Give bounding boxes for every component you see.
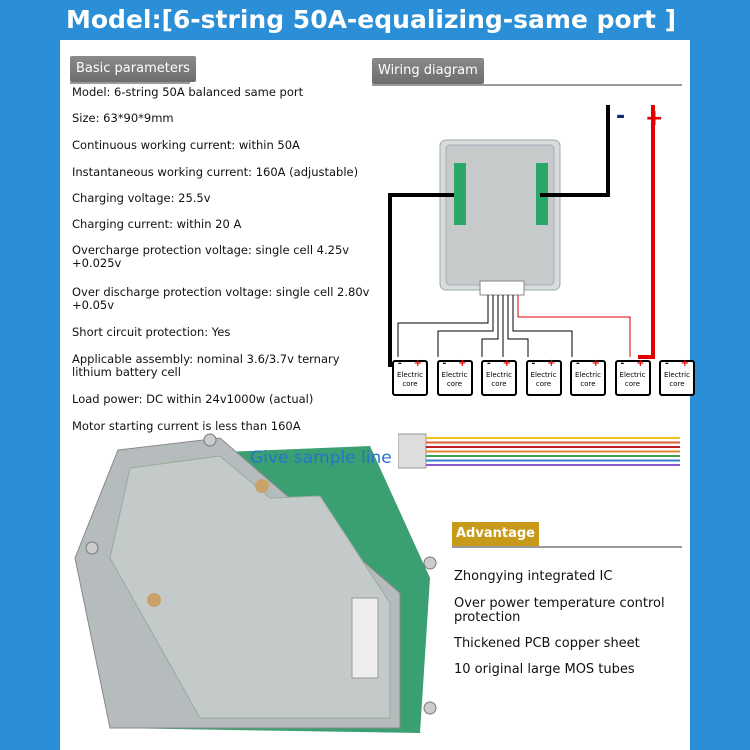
cell-positive-terminal: + — [413, 358, 422, 369]
parameter-item: Model: 6-string 50A balanced same port — [72, 85, 304, 99]
battery-cell — [437, 360, 473, 396]
battery-cell — [526, 360, 562, 396]
cell-negative-terminal: - — [442, 359, 447, 369]
wiring-diagram-heading: Wiring diagram — [372, 58, 484, 84]
battery-cell — [392, 360, 428, 396]
cell-negative-terminal: - — [398, 359, 402, 369]
parameter-item: Applicable assembly: nominal 3.6/3.7v ternary lithium battery cell — [72, 352, 340, 379]
parameter-item: Overcharge protection voltage: single cell 4.25v +0.025v — [72, 243, 350, 270]
balance-wire-positive — [518, 295, 630, 357]
parameter-item: Charging voltage: 25.5v — [72, 191, 211, 205]
divider — [372, 84, 682, 86]
cell-label: Electric core — [441, 371, 468, 388]
solder-pad — [147, 593, 161, 607]
basic-parameters-heading: Basic parameters — [70, 56, 196, 82]
cell-positive-terminal: + — [636, 358, 645, 369]
cell-negative-terminal: - — [620, 359, 625, 369]
negative-symbol: - — [616, 104, 626, 129]
parameter-item: Charging current: within 20 A — [72, 217, 242, 231]
parameter-item: Continuous working current: within 50A — [72, 138, 300, 152]
parameter-item: Motor starting current is less than 160A — [72, 419, 301, 433]
balance-connector — [480, 281, 524, 295]
bms-product-photo — [70, 428, 450, 748]
cell-label: Electric core — [530, 371, 557, 388]
cell-negative-terminal: - — [531, 359, 536, 369]
battery-cell — [659, 360, 695, 396]
cell-positive-terminal: + — [547, 358, 556, 369]
cable-connector — [398, 434, 426, 468]
cell-label: Electric core — [486, 371, 512, 388]
cell-negative-terminal: - — [487, 359, 491, 369]
advantage-item: 10 original large MOS tubes — [454, 662, 635, 677]
cell-positive-terminal: + — [458, 358, 467, 369]
sample-line-caption: Give sample line — [250, 448, 392, 468]
divider — [452, 546, 682, 548]
advantage-item: Zhongying integrated IC — [454, 569, 613, 584]
battery-cell — [615, 360, 651, 396]
cell-positive-terminal: + — [591, 358, 600, 369]
positive-wire — [638, 105, 653, 357]
page-title: Model:[6-string 50A-equalizing-same port ] — [0, 0, 750, 40]
cell-label: Electric core — [575, 371, 601, 388]
cell-negative-terminal: - — [665, 359, 669, 369]
cable-wires — [426, 438, 680, 465]
sample-line-cable — [398, 428, 682, 472]
parameter-item: Short circuit protection: Yes — [72, 325, 231, 339]
cell-positive-terminal: + — [502, 358, 511, 369]
cell-label: Electric core — [397, 371, 423, 388]
screw — [86, 542, 98, 554]
battery-cell — [570, 360, 606, 396]
board-pad-left — [454, 163, 466, 225]
divider — [70, 82, 190, 84]
cell-positive-terminal: + — [680, 358, 689, 369]
advantage-item: Thickened PCB copper sheet — [454, 636, 640, 651]
screw — [424, 702, 436, 714]
advantage-item: Over power temperature control protection — [454, 596, 665, 625]
parameter-item: Instantaneous working current: 160A (adjustable) — [72, 165, 359, 179]
cell-label: Electric core — [664, 371, 690, 388]
parameter-item: Load power: DC within 24v1000w (actual) — [72, 392, 314, 406]
solder-pad — [255, 479, 269, 493]
advantage-heading: Advantage — [452, 522, 539, 546]
balance-port — [352, 598, 378, 678]
balance-wires — [398, 295, 572, 357]
screw — [204, 434, 216, 446]
cell-negative-terminal: - — [576, 359, 580, 369]
parameter-item: Over discharge protection voltage: single cell 2.80v +0.05v — [72, 285, 370, 312]
screw — [424, 557, 436, 569]
battery-cell — [481, 360, 517, 396]
cell-label: Electric core — [619, 371, 646, 388]
parameter-item: Size: 63*90*9mm — [72, 111, 174, 125]
positive-symbol: + — [645, 106, 664, 131]
